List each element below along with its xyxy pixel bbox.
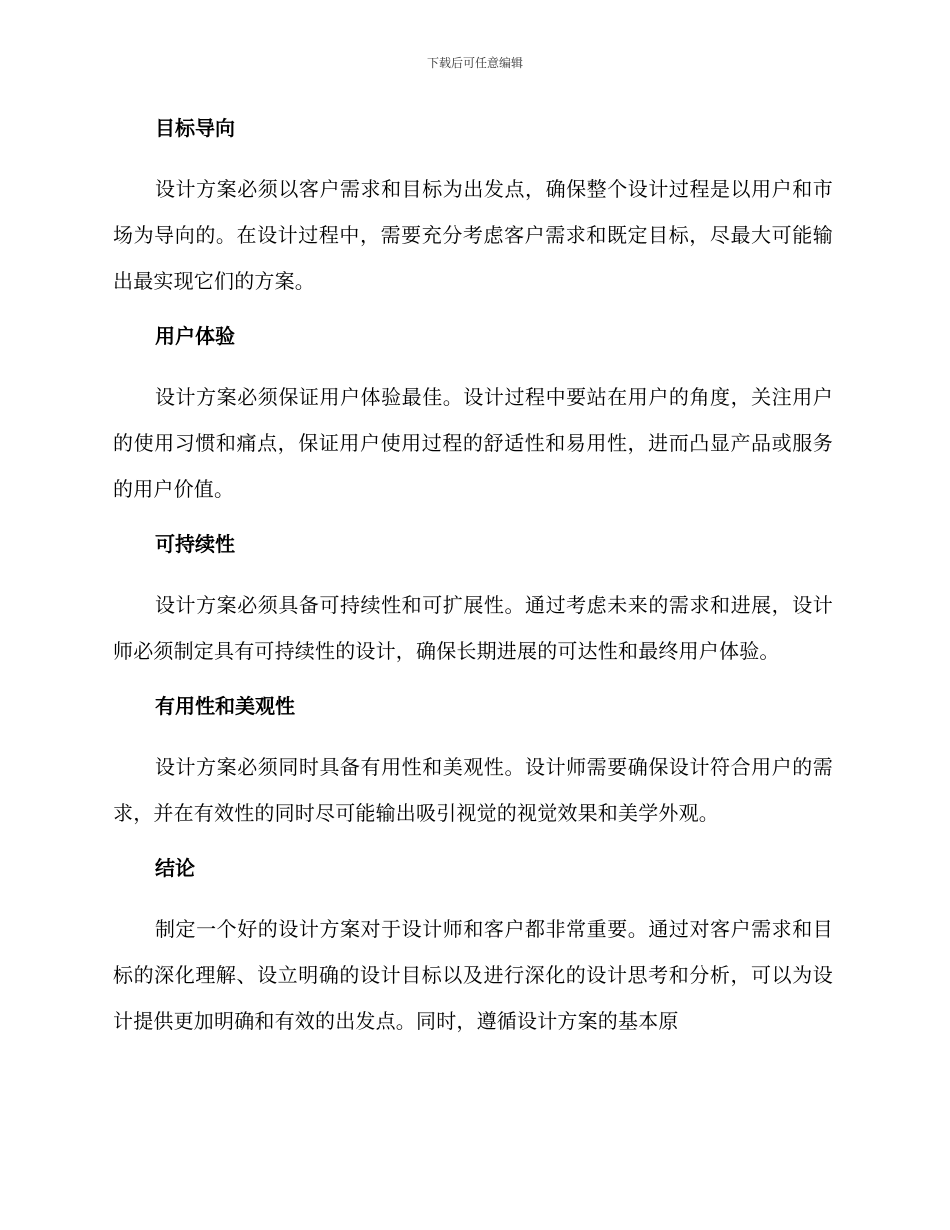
section-body-sustainability: 设计方案必须具备可持续性和可扩展性。通过考虑未来的需求和进展，设计师必须制定具有可持续性的设计，确保长期进展的可达性和最终用户体验。 bbox=[113, 593, 833, 663]
section-heading-sustainability: 可持续性 bbox=[155, 532, 235, 556]
section-body-usefulness-aesthetics: 设计方案必须同时具备有用性和美观性。设计师需要确保设计符合用户的需求，并在有效性的同时尽可能输出吸引视觉的视觉效果和美学外观。 bbox=[113, 755, 833, 825]
section-heading-user-experience: 用户体验 bbox=[155, 324, 235, 348]
section-heading-goal-oriented: 目标导向 bbox=[155, 116, 235, 140]
section-heading-usefulness-aesthetics: 有用性和美观性 bbox=[155, 694, 295, 718]
section-body-user-experience: 设计方案必须保证用户体验最佳。设计过程中要站在用户的角度，关注用户的使用习惯和痛点，保证用户使用过程的舒适性和易用性，进而凸显产品或服务的用户价值。 bbox=[113, 385, 833, 501]
document-body bbox=[113, 110, 833, 1058]
page-header: 下载后可任意编辑 bbox=[426, 56, 523, 70]
section-heading-conclusion: 结论 bbox=[155, 856, 195, 880]
section-body-goal-oriented: 设计方案必须以客户需求和目标为出发点，确保整个设计过程是以用户和市场为导向的。在设计过程中，需要充分考虑客户需求和既定目标，尽最大可能输出最实现它们的方案。 bbox=[113, 177, 833, 293]
section-body-conclusion: 制定一个好的设计方案对于设计师和客户都非常重要。通过对客户需求和目标的深化理解、设立明确的设计目标以及进行深化的设计思考和分析，可以为设计提供更加明确和有效的出发点。同时，遵循设计方案的基本原 bbox=[113, 917, 833, 1033]
